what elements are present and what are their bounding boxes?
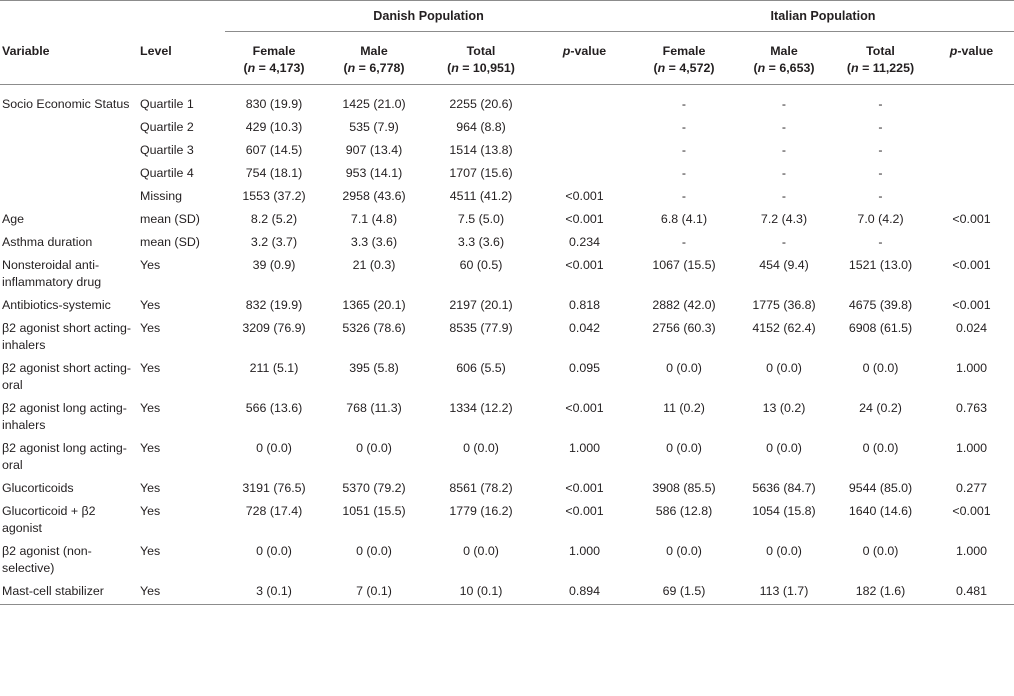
it-total-cell: 0 (0.0) — [862, 544, 899, 558]
dk-female-cell: 3.2 (3.7) — [250, 235, 298, 249]
variable-cell: Asthma duration — [2, 235, 93, 249]
table-row — [0, 357, 1014, 397]
it-female-cell: - — [681, 97, 687, 111]
it-female-cell: 11 (0.2) — [663, 401, 705, 415]
dk-total-cell: 8561 (78.2) — [449, 481, 513, 495]
level-cell: Yes — [140, 441, 161, 455]
dk-pvalue-cell: 0.894 — [537, 580, 632, 605]
variable-cell: β2 agonist short acting-oral — [2, 361, 132, 392]
variable-cell: β2 agonist long acting-inhalers — [2, 401, 127, 432]
dk-female-cell: 3 (0.1) — [225, 580, 323, 605]
variable-cell: β2 agonist (non-selective) — [2, 544, 92, 575]
dk-male-cell: 5370 (79.2) — [342, 481, 406, 495]
dk-male-cell: 907 (13.4) — [345, 143, 403, 157]
dk-total-cell: 1514 (13.8) — [449, 143, 513, 157]
it-female-cell: 2882 (42.0) — [652, 298, 716, 312]
dk-pvalue-cell: 0.818 — [568, 298, 600, 312]
dk-female-cell: 728 (17.4) — [245, 504, 303, 518]
it-male-cell: 0 (0.0) — [766, 361, 802, 375]
it-total-cell: 182 (1.6) — [832, 580, 929, 605]
level-header: Level — [137, 32, 225, 85]
variable-cell: β2 agonist short acting-inhalers — [2, 321, 132, 352]
it-male-cell: 1775 (36.8) — [752, 298, 816, 312]
dk-male-cell: 5326 (78.6) — [342, 321, 406, 335]
variable-cell: Mast-cell stabilizer — [0, 580, 137, 605]
danish-female-header: Female (n = 4,173) — [225, 32, 323, 85]
it-male-cell: - — [781, 189, 787, 203]
it-male-cell: 0 (0.0) — [766, 544, 802, 558]
dk-male-cell: 21 (0.3) — [352, 258, 396, 272]
it-pvalue-cell — [929, 85, 1014, 117]
level-cell: Quartile 3 — [140, 143, 194, 157]
level-cell: Yes — [137, 580, 225, 605]
table-row — [0, 254, 1014, 294]
dk-female-cell: 429 (10.3) — [245, 120, 303, 134]
it-pvalue-cell: <0.001 — [952, 258, 991, 272]
table-row — [0, 208, 1014, 231]
it-total-cell: - — [878, 143, 883, 157]
it-male-cell: - — [781, 235, 787, 249]
it-pvalue-cell — [929, 185, 1014, 208]
it-pvalue-cell: 0.277 — [955, 481, 987, 495]
danish-male-header: Male (n = 6,778) — [323, 32, 425, 85]
table-body — [0, 85, 1014, 605]
level-cell: Yes — [140, 504, 161, 518]
it-male-cell: 0 (0.0) — [766, 441, 802, 455]
level-cell: Yes — [140, 401, 161, 415]
dk-male-cell: 3.3 (3.6) — [350, 235, 398, 249]
table-row — [0, 580, 1014, 605]
it-female-cell: - — [681, 235, 687, 249]
table-row — [0, 162, 1014, 185]
dk-total-cell: 0 (0.0) — [463, 544, 499, 558]
variable-cell: β2 agonist long acting-oral — [2, 441, 127, 472]
dk-male-cell: 953 (14.1) — [345, 166, 403, 180]
it-male-cell: 113 (1.7) — [736, 580, 832, 605]
dk-pvalue-cell — [537, 116, 632, 139]
it-female-cell: 0 (0.0) — [666, 544, 702, 558]
level-cell: Yes — [140, 361, 161, 375]
dk-pvalue-cell: 1.000 — [568, 441, 600, 455]
it-total-cell: 24 (0.2) — [859, 401, 902, 415]
it-total-cell: 4675 (39.8) — [848, 298, 913, 312]
it-female-cell: 0 (0.0) — [666, 441, 702, 455]
dk-total-cell: 3.3 (3.6) — [457, 235, 505, 249]
level-cell: Yes — [140, 544, 161, 558]
it-male-cell: - — [781, 120, 787, 134]
dk-pvalue-cell: <0.001 — [565, 258, 604, 272]
dk-total-cell: 60 (0.5) — [459, 258, 503, 272]
dk-male-cell: 395 (5.8) — [349, 361, 399, 375]
dk-pvalue-cell: <0.001 — [565, 401, 604, 415]
table-row — [0, 294, 1014, 317]
dk-female-cell: 566 (13.6) — [245, 401, 303, 415]
dk-total-cell: 2255 (20.6) — [449, 97, 513, 111]
table-row — [0, 397, 1014, 437]
dk-female-cell: 8.2 (5.2) — [250, 212, 298, 226]
variable-cell: Socio Economic Status — [2, 97, 130, 111]
dk-male-cell: 768 (11.3) — [346, 401, 402, 415]
variable-header: Variable — [0, 32, 137, 85]
table-row — [0, 500, 1014, 540]
dk-total-cell: 1779 (16.2) — [449, 504, 513, 518]
table-row — [0, 231, 1014, 254]
dk-total-cell: 964 (8.8) — [456, 120, 506, 134]
level-cell: Quartile 2 — [140, 120, 194, 134]
it-total-cell: 9544 (85.0) — [848, 481, 913, 495]
dk-female-cell: 607 (14.5) — [245, 143, 303, 157]
italian-total-header: Total (n = 11,225) — [832, 32, 929, 85]
dk-total-cell: 7.5 (5.0) — [457, 212, 505, 226]
it-male-cell: - — [781, 143, 787, 157]
level-cell: Yes — [140, 321, 161, 335]
column-header-row — [0, 32, 1014, 85]
table-row — [0, 317, 1014, 357]
it-female-cell: - — [681, 120, 687, 134]
level-cell: Quartile 1 — [140, 97, 194, 111]
it-male-cell: 454 (9.4) — [759, 258, 809, 272]
level-cell: mean (SD) — [140, 212, 200, 226]
it-pvalue-cell — [929, 139, 1014, 162]
dk-female-cell: 830 (19.9) — [245, 97, 303, 111]
dk-total-cell: 1707 (15.6) — [449, 166, 513, 180]
italian-pvalue-header: p-value — [929, 32, 1014, 85]
dk-male-cell: 7 (0.1) — [323, 580, 425, 605]
dk-total-cell: 1334 (12.2) — [449, 401, 513, 415]
dk-female-cell: 211 (5.1) — [249, 361, 299, 375]
it-female-cell: 69 (1.5) — [632, 580, 736, 605]
dk-female-cell: 754 (18.1) — [245, 166, 303, 180]
it-total-cell: 1640 (14.6) — [848, 504, 913, 518]
dk-total-cell: 606 (5.5) — [456, 361, 506, 375]
it-total-cell: 1521 (13.0) — [848, 258, 913, 272]
dk-total-cell: 2197 (20.1) — [449, 298, 513, 312]
level-cell: Quartile 4 — [140, 166, 194, 180]
it-pvalue-cell: <0.001 — [952, 504, 991, 518]
it-male-cell: - — [781, 97, 787, 111]
dk-male-cell: 1425 (21.0) — [342, 97, 406, 111]
it-total-cell: 0 (0.0) — [862, 361, 899, 375]
level-cell: Yes — [140, 298, 161, 312]
dk-total-cell: 0 (0.0) — [463, 441, 499, 455]
it-female-cell: - — [681, 143, 687, 157]
table-row — [0, 139, 1014, 162]
dk-pvalue-cell: <0.001 — [565, 189, 604, 203]
dk-pvalue-cell: 0.234 — [568, 235, 600, 249]
dk-male-cell: 1051 (15.5) — [342, 504, 406, 518]
italian-female-header: Female (n = 4,572) — [632, 32, 736, 85]
italian-male-header: Male (n = 6,653) — [736, 32, 832, 85]
it-total-cell: - — [878, 189, 883, 203]
dk-pvalue-cell: <0.001 — [565, 504, 604, 518]
variable-cell: Antibiotics-systemic — [2, 298, 111, 312]
it-pvalue-cell — [929, 162, 1014, 185]
it-pvalue-cell: 0.763 — [955, 401, 987, 415]
danish-group-header: Danish Population — [225, 1, 632, 32]
it-male-cell: 5636 (84.7) — [752, 481, 816, 495]
table-row — [0, 540, 1014, 580]
it-total-cell: 6908 (61.5) — [848, 321, 913, 335]
dk-male-cell: 7.1 (4.8) — [350, 212, 398, 226]
it-total-cell: 0 (0.0) — [862, 441, 899, 455]
it-female-cell: 3908 (85.5) — [652, 481, 716, 495]
it-female-cell: 6.8 (4.1) — [660, 212, 708, 226]
it-pvalue-cell: 0.481 — [929, 580, 1014, 605]
it-male-cell: 13 (0.2) — [762, 401, 806, 415]
dk-pvalue-cell: <0.001 — [565, 212, 604, 226]
it-total-cell: - — [878, 120, 883, 134]
it-pvalue-cell: 1.000 — [955, 361, 987, 375]
variable-cell — [0, 116, 137, 139]
variable-cell — [0, 139, 137, 162]
it-male-cell: 7.2 (4.3) — [760, 212, 808, 226]
dk-total-cell: 10 (0.1) — [425, 580, 537, 605]
dk-total-cell: 4511 (41.2) — [449, 189, 513, 203]
it-pvalue-cell: <0.001 — [952, 298, 991, 312]
italian-group-header: Italian Population — [632, 1, 1014, 32]
group-header-row — [0, 1, 1014, 32]
danish-pvalue-header: p-value — [537, 32, 632, 85]
it-female-cell: 586 (12.8) — [655, 504, 713, 518]
it-total-cell: - — [878, 166, 883, 180]
dk-male-cell: 1365 (20.1) — [342, 298, 406, 312]
it-total-cell: - — [878, 235, 883, 249]
variable-cell: Glucorticoids — [2, 481, 74, 495]
dk-female-cell: 1553 (37.2) — [242, 189, 306, 203]
variable-cell: Glucorticoid + β2 agonist — [2, 504, 96, 535]
it-male-cell: - — [781, 166, 787, 180]
dk-male-cell: 0 (0.0) — [356, 441, 392, 455]
variable-cell — [0, 185, 137, 208]
table-row — [0, 437, 1014, 477]
danish-total-header: Total (n = 10,951) — [425, 32, 537, 85]
dk-pvalue-cell: 0.042 — [568, 321, 600, 335]
dk-pvalue-cell — [537, 85, 632, 117]
dk-female-cell: 832 (19.9) — [245, 298, 303, 312]
dk-pvalue-cell: 1.000 — [568, 544, 600, 558]
dk-pvalue-cell: 0.095 — [568, 361, 600, 375]
dk-female-cell: 0 (0.0) — [256, 441, 292, 455]
level-cell: Missing — [140, 189, 182, 203]
it-total-cell: 7.0 (4.2) — [857, 212, 904, 226]
dk-female-cell: 3191 (76.5) — [242, 481, 306, 495]
table-row — [0, 477, 1014, 500]
it-female-cell: - — [681, 189, 687, 203]
level-cell: Yes — [140, 258, 161, 272]
it-female-cell: 1067 (15.5) — [652, 258, 716, 272]
variable-cell: Nonsteroidal anti-inflammatory drug — [2, 258, 102, 289]
it-total-cell: - — [878, 97, 883, 111]
it-pvalue-cell: 0.024 — [955, 321, 987, 335]
table-row — [0, 85, 1014, 117]
it-pvalue-cell: <0.001 — [952, 212, 991, 226]
it-female-cell: 0 (0.0) — [666, 361, 702, 375]
level-cell: mean (SD) — [140, 235, 200, 249]
table-row — [0, 185, 1014, 208]
it-pvalue-cell: 1.000 — [955, 544, 987, 558]
level-cell: Yes — [140, 481, 161, 495]
it-male-cell: 4152 (62.4) — [752, 321, 816, 335]
it-pvalue-cell — [929, 116, 1014, 139]
dk-female-cell: 3209 (76.9) — [242, 321, 306, 335]
variable-cell — [0, 162, 137, 185]
dk-female-cell: 0 (0.0) — [256, 544, 292, 558]
table-row — [0, 116, 1014, 139]
dk-male-cell: 535 (7.9) — [349, 120, 399, 134]
it-female-cell: 2756 (60.3) — [652, 321, 716, 335]
dk-female-cell: 39 (0.9) — [252, 258, 296, 272]
dk-pvalue-cell — [537, 139, 632, 162]
dk-pvalue-cell: <0.001 — [565, 481, 604, 495]
it-pvalue-cell: 1.000 — [955, 441, 987, 455]
variable-cell: Age — [2, 212, 25, 226]
it-pvalue-cell — [929, 231, 1014, 254]
dk-total-cell: 8535 (77.9) — [449, 321, 513, 335]
dk-pvalue-cell — [537, 162, 632, 185]
dk-male-cell: 0 (0.0) — [356, 544, 392, 558]
it-male-cell: 1054 (15.8) — [752, 504, 816, 518]
it-female-cell: - — [681, 166, 687, 180]
dk-male-cell: 2958 (43.6) — [342, 189, 406, 203]
